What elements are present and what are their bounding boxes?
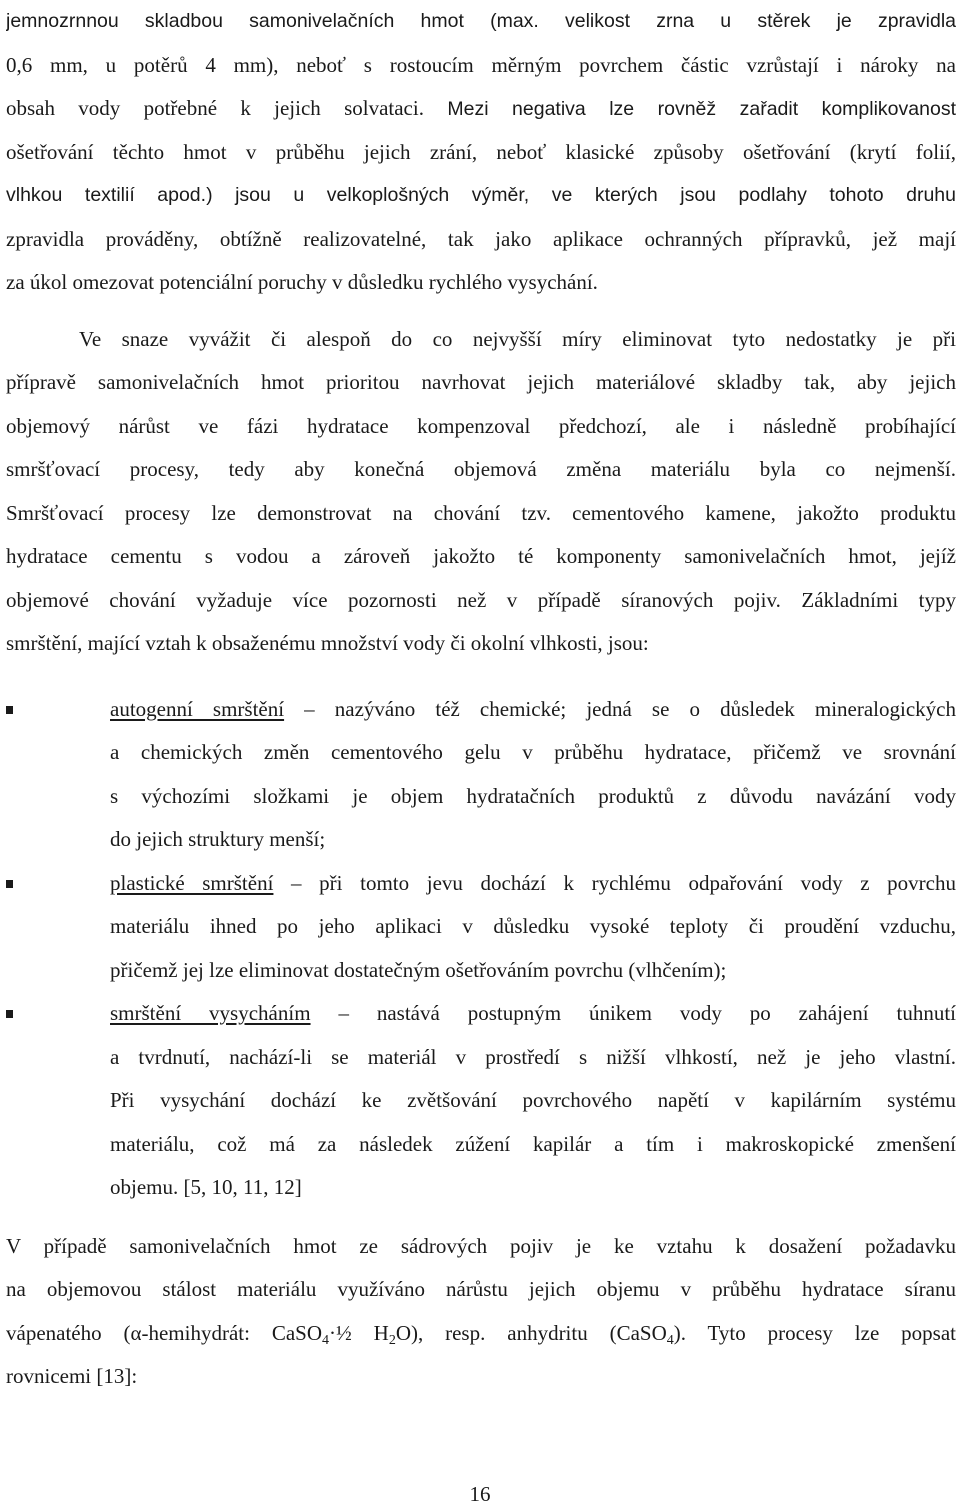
text-span: vápenatého (α-hemihydrát: CaSO <box>6 1320 323 1345</box>
text-line: a chemických změn cementového gelu v průběhu hydratace, přičemž ve srovnání <box>110 740 956 764</box>
square-bullet-icon <box>6 880 13 888</box>
text-line: a tvrdnutí, nachází-li se materiál v prostředí s nižší vlhkostí, než je jeho vlastní. <box>110 1044 956 1069</box>
text-line <box>110 862 956 906</box>
text-line <box>110 688 956 732</box>
text-line: přičemž jej lze eliminovat dostatečným ošetřováním povrchu (vlhčením); <box>110 957 727 982</box>
text-line: smrštění, mající vztah k obsaženému množství vody či okolní vlhkosti, jsou: <box>6 631 649 655</box>
shrinkage-types-list <box>6 688 956 1210</box>
text-span: ·½ H <box>329 1320 389 1345</box>
text-line: jemnozrnnou skladbou samonivelačních hmot (max. velikost zrna u stěrek je zpravidla <box>6 10 956 32</box>
text-line: materiálu ihned po jeho aplikaci v důsledku vysoké teploty či proudění vzduchu, <box>110 914 956 938</box>
document-page <box>6 0 956 1399</box>
text-line: na objemovou stálost materiálu využíváno nárůstu jejich objemu v průběhu hydratace síranu <box>6 1277 956 1301</box>
text-line: s výchozími složkami je objem hydratačních produktů z důvodu navázání vody <box>110 783 956 808</box>
list-term: autogenní smrštění <box>110 696 285 721</box>
text-line <box>6 1312 956 1356</box>
text-line: objemové chování vyžaduje více pozornosti než v případě síranových pojiv. Základními typy <box>6 587 956 612</box>
page-number: 16 <box>469 1482 491 1506</box>
list-term: smrštění vysycháním <box>110 1001 311 1025</box>
paragraph-1 <box>6 0 956 305</box>
text-line: Smršťovací procesy lze demonstrovat na chování tzv. cementového kamene, jakožto produktu <box>6 500 956 525</box>
text-line: objemový nárůst ve fázi hydratace kompenzoval předchozí, ale i následně probíhající <box>6 413 956 438</box>
text-span: vlhkou textilií apod. <box>6 184 207 206</box>
text-span: – nazýváno též chemické; jedná se o důsledek mineralogických <box>284 696 956 721</box>
text-line: ošetřování těchto hmot v průběhu jejich zrání, neboť klasické způsoby ošetřování (krytí folií, <box>6 139 956 164</box>
paragraph-2 <box>6 318 956 666</box>
square-bullet-icon <box>6 706 13 714</box>
subscript: 4 <box>666 1332 674 1348</box>
subscript: 4 <box>322 1332 330 1348</box>
text-line: rovnicemi [13]: <box>6 1364 138 1388</box>
text-line: objemu. [5, 10, 11, 12] <box>110 1175 302 1199</box>
text-line: materiálu, což má za následek zúžení kapilár a tím i makroskopické zmenšení <box>110 1131 956 1156</box>
text-span: ). Tyto procesy lze popsat <box>673 1320 956 1345</box>
text-span: – nastává postupným únikem vody po zahájení tuhnutí <box>310 1001 956 1025</box>
text-span: – při tomto jevu dochází k rychlému odpařování vody z povrchu <box>273 870 956 895</box>
text-span: Mezi negativa lze rovněž zařadit komplikovanost <box>423 98 956 120</box>
text-line: hydratace cementu s vodou a zároveň jakožto té komponenty samonivelačních hmot, jejíž <box>6 544 956 568</box>
text-line: Při vysychání dochází ke zvětšování povrchového napětí v kapilárním systému <box>110 1088 956 1112</box>
list-item <box>6 688 956 862</box>
text-line: zpravidla prováděny, obtížně realizovatelné, tak jako aplikace ochranných přípravků, jež mají <box>6 226 956 251</box>
text-line: 0,6 mm, u potěrů 4 mm), neboť s rostoucím měrným povrchem částic vzrůstají i nároky na <box>6 52 956 77</box>
list-item <box>6 862 956 993</box>
text-line <box>6 87 956 131</box>
square-bullet-icon <box>6 1010 13 1018</box>
paragraph-3 <box>6 1225 956 1399</box>
text-line: přípravě samonivelačních hmot prioritou navrhovat jejich materiálové skladby tak, aby jejich <box>6 370 956 394</box>
list-item <box>6 992 956 1210</box>
subscript: 2 <box>388 1332 396 1348</box>
text-span: O), resp. anhydritu (CaSO <box>395 1320 667 1345</box>
text-line: smršťovací procesy, tedy aby konečná objemová změna materiálu byla co nejmenší. <box>6 457 956 481</box>
text-line: za úkol omezovat potenciální poruchy v důsledku rychlého vysychání. <box>6 270 598 294</box>
text-span: obsah vody potřebné k jejich solvataci. <box>6 96 424 120</box>
text-line: V případě samonivelačních hmot ze sádrových pojiv je ke vztahu k dosažení požadavku <box>6 1233 956 1258</box>
text-line: Ve snaze vyvážit či alespoň do co nejvyšší míry eliminovat tyto nedostatky je při <box>79 326 956 351</box>
text-span: ) jsou u velkoplošných výměr, ve kterých jsou podlahy tohoto druhu <box>206 184 956 206</box>
text-line <box>6 174 956 218</box>
list-term: plastické smrštění <box>110 870 274 895</box>
text-line <box>110 992 956 1036</box>
text-line: do jejich struktury menší; <box>110 827 326 851</box>
